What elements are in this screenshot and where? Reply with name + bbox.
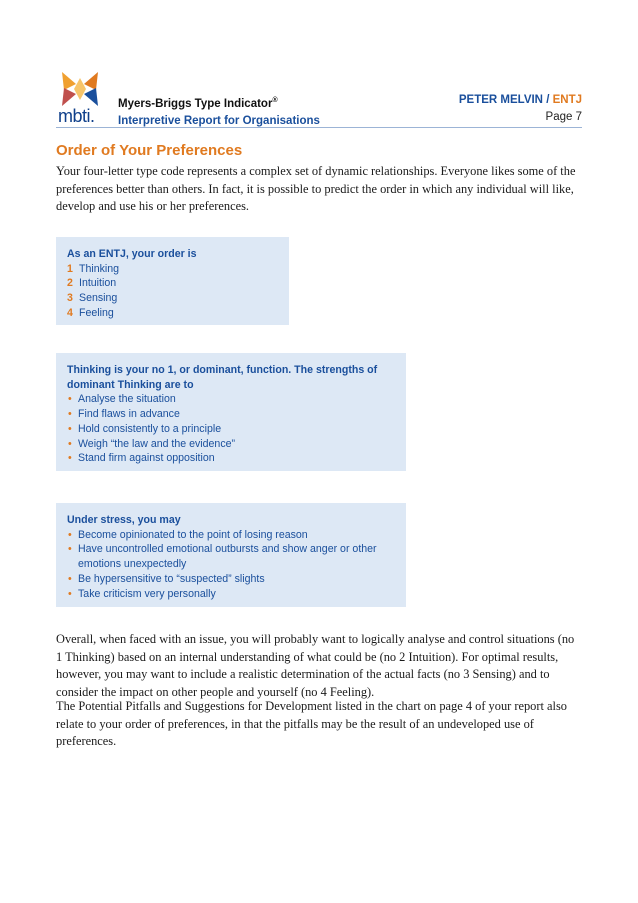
strength-item: • Stand firm against opposition: [68, 452, 215, 465]
stress-box: [56, 503, 406, 607]
section-title: Order of Your Preferences: [56, 142, 243, 159]
report-subtitle: Interpretive Report for Organisations: [118, 114, 320, 127]
order-item: 4 Feeling: [67, 306, 114, 319]
stress-item: • Become opinionated to the point of losing reason: [68, 528, 308, 541]
order-item: 3 Sensing: [67, 292, 118, 305]
strength-item: • Find flaws in advance: [68, 408, 180, 421]
report-header: [118, 92, 320, 130]
intro-paragraph: Your four-letter type code represents a complex set of dynamic relationships. Everyone likes some of the preferences better than others. In fact, it is possible to predict the order in which any individual will like, develop and use his or her preferences.: [56, 164, 576, 213]
instrument-title: Myers-Briggs Type Indicator®: [118, 97, 278, 110]
strength-item: • Hold consistently to a principle: [68, 422, 222, 435]
registered-mark: ®: [272, 97, 278, 104]
respondent-info: [459, 92, 582, 126]
strength-item: • Analyse the situation: [68, 393, 176, 406]
respondent-line: [459, 92, 582, 109]
order-item: 1 Thinking: [67, 262, 120, 275]
name-separator: /: [543, 94, 553, 106]
type-code: ENTJ: [552, 94, 582, 106]
strengths-heading: Thinking is your no 1, or dominant, function. The strengths of dominant Thinking are to: [67, 364, 378, 391]
logo-wordmark: mbti.: [58, 106, 95, 126]
page-number: Page 7: [545, 111, 582, 123]
stress-item: • Be hypersensitive to “suspected” slights: [68, 572, 265, 585]
stress-item: • Have uncontrolled emotional outbursts and show anger or other emotions unexpectedly: [68, 543, 377, 571]
order-item: 2 Intuition: [67, 277, 117, 290]
header-divider: [56, 127, 582, 128]
order-heading: As an ENTJ, your order is: [67, 248, 197, 260]
respondent-name: PETER MELVIN: [458, 94, 543, 106]
pitfalls-paragraph: The Potential Pitfalls and Suggestions for Development listed in the chart on page 4 of your report also relate to your order of preferences, in that the pitfalls may be the result of an undeveloped use of preferences.: [56, 699, 568, 748]
mbti-logo-mark: [56, 70, 104, 108]
mbti-logo: [56, 70, 104, 126]
strengths-box: [56, 353, 406, 471]
stress-heading: Under stress, you may: [67, 514, 181, 526]
overall-paragraph: Overall, when faced with an issue, you will probably want to logically analyse and control situations (no 1 Thinking) based on an internal understanding of what could be (no 2 Intuition). For optimal results, however, you may want to include a realistic determination of the actual facts (no 3 Sensing) and to consider the impact on other people and yourself (no 4 Feeling).: [56, 632, 575, 699]
stress-item: • Take criticism very personally: [68, 587, 216, 600]
strength-item: • Weigh “the law and the evidence”: [68, 437, 236, 450]
order-box: [56, 237, 289, 325]
